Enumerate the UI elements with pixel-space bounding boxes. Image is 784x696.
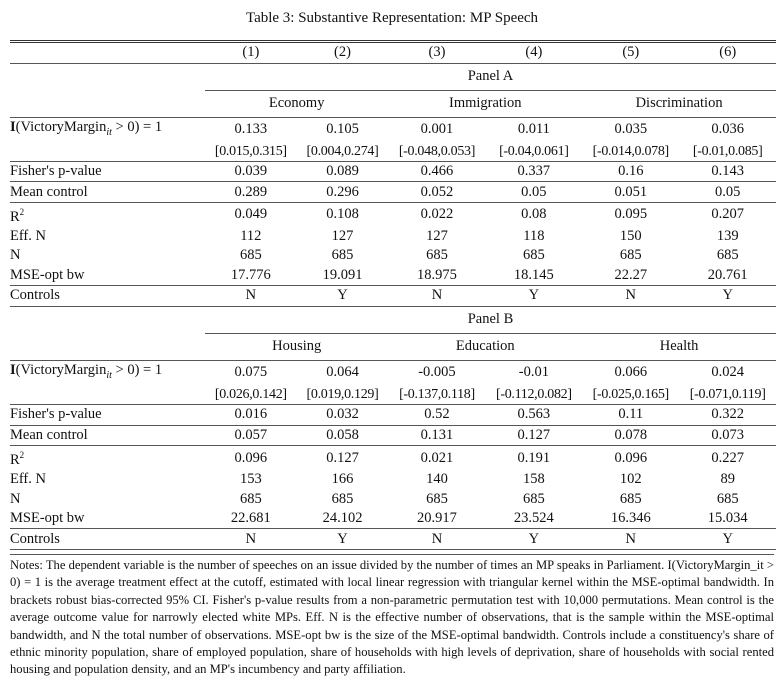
table-row	[10, 161, 776, 182]
row-value: N	[582, 286, 679, 307]
row-label: $R^2$	[10, 206, 25, 225]
column-header: (6)	[679, 42, 776, 64]
row-label: Eff. N	[10, 471, 46, 488]
row-value: 0.207	[711, 206, 744, 223]
row-label: Mean control	[10, 182, 205, 203]
ci-value: [0.015,0.315]	[205, 141, 297, 161]
topic-header: Housing	[205, 333, 388, 360]
row-value: 0.021	[420, 449, 454, 466]
table-row	[10, 360, 776, 384]
row-label: $R^2$	[10, 450, 25, 468]
row-value: 0.16	[582, 161, 679, 182]
ci-value: [0.026,0.142]	[205, 385, 297, 405]
ci-value: [-0.137,0.118]	[388, 385, 485, 405]
coef-label: I(VictoryMargin$_{it}$ > 0) = 1	[10, 361, 163, 381]
row-value: 0.052	[388, 182, 485, 203]
panel-label: Panel A	[205, 63, 776, 90]
topic-header: Discrimination	[582, 90, 776, 117]
row-value: 0.051	[582, 182, 679, 203]
coef-label: I(VictoryMargin$_{it}$ > 0) = 1	[10, 118, 163, 138]
row-label: MSE-opt bw	[10, 509, 205, 529]
row-value: 20.761	[679, 266, 776, 286]
topic-header: Education	[388, 333, 582, 360]
table-row	[10, 405, 776, 426]
empty-cell	[10, 63, 205, 90]
table-row	[10, 489, 776, 509]
row-value: N	[388, 529, 485, 550]
row-value: 16.346	[582, 509, 679, 529]
ci-value: [0.004,0.274]	[297, 141, 389, 161]
table-notes: Notes: The dependent variable is the number of speeches on an issue divided by the number of times an MP speaks in Parliament. I(VictoryMargin_it > 0) = 1 is the average treatment effect at the cutoff, estimated with local linear regression with triangular kernel within the MSE-optimal bandwidth. In brackets robust bias-corrected 95% CI. Fisher's p-value results from a non-parametric permutation test with 10,000 permutations. Mean control is the average outcome value for narrowly elected white MPs. Eff. N is the effective number of observations, that is the sample within the MSE-optimal bandwidth, and N the total number of observations. MSE-opt bw is the size of the MSE-optimal bandwidth. Controls include a constituency's share of ethnic minority population, share of employed population, share of households with high levels of deprivation, share of households with social rented housing and population density, and an MP's incumbency and party affiliation.	[10, 554, 774, 679]
table-row	[10, 470, 776, 490]
row-value: 685	[522, 490, 545, 507]
empty-cell	[10, 385, 205, 405]
row-label: Controls	[10, 286, 205, 307]
row-value: 0.227	[711, 449, 744, 466]
topic-header: Health	[582, 333, 776, 360]
row-value: 0.296	[297, 182, 389, 203]
row-value: 0.022	[420, 206, 454, 223]
column-header: (5)	[582, 42, 679, 64]
table-row	[10, 509, 776, 529]
row-value: 166	[331, 471, 354, 488]
row-value: N	[388, 286, 485, 307]
table-row	[10, 227, 776, 247]
row-value: 685	[716, 247, 739, 264]
table-row	[10, 266, 776, 286]
column-header: (2)	[297, 42, 389, 64]
row-value: 0.143	[679, 161, 776, 182]
row-value: 685	[331, 247, 354, 264]
row-value: 685	[239, 247, 262, 264]
row-value: 139	[716, 227, 739, 244]
row-value: 150	[619, 227, 642, 244]
row-value: 102	[619, 471, 642, 488]
row-value: N	[205, 286, 297, 307]
row-value: 153	[239, 471, 262, 488]
row-value: 0.057	[205, 425, 297, 446]
coef-value: -0.005	[418, 364, 456, 381]
row-value: 0.52	[388, 405, 485, 426]
row-value: 0.337	[486, 161, 583, 182]
table-row	[10, 246, 776, 266]
coef-value: 0.133	[234, 120, 268, 137]
row-value: 0.11	[582, 405, 679, 426]
row-value: 0.096	[234, 449, 268, 466]
empty-cell	[10, 306, 205, 333]
row-value: 0.058	[297, 425, 389, 446]
row-value: 89	[720, 471, 735, 488]
row-value: 0.466	[388, 161, 485, 182]
row-value: Y	[297, 529, 389, 550]
row-value: 158	[522, 471, 545, 488]
row-value: 0.039	[205, 161, 297, 182]
row-value: 0.127	[326, 449, 359, 466]
row-value: 0.078	[582, 425, 679, 446]
ci-value: [0.019,0.129]	[297, 385, 389, 405]
row-value: 0.05	[679, 182, 776, 203]
panel-label: Panel B	[205, 306, 776, 333]
coef-value: 0.105	[326, 120, 359, 137]
row-label: N	[10, 490, 21, 507]
coef-value: -0.01	[518, 364, 549, 381]
ci-value: [-0.048,0.053]	[388, 141, 485, 161]
row-value: 0.191	[517, 449, 551, 466]
results-table	[10, 40, 776, 550]
table-row	[10, 529, 776, 550]
row-value: 0.089	[297, 161, 389, 182]
ci-value: [-0.04,0.061]	[486, 141, 583, 161]
row-value: 127	[426, 227, 448, 244]
table-row	[10, 42, 776, 64]
ci-value: [-0.014,0.078]	[582, 141, 679, 161]
row-value: 0.049	[234, 206, 268, 223]
row-value: 17.776	[205, 266, 297, 286]
table-row	[10, 333, 776, 360]
row-value: 0.563	[486, 405, 583, 426]
table-row	[10, 63, 776, 90]
row-value: N	[582, 529, 679, 550]
row-value: 0.131	[388, 425, 485, 446]
table-row	[10, 385, 776, 405]
row-value: 127	[331, 227, 354, 244]
row-value: 685	[426, 247, 448, 264]
ci-value: [-0.112,0.082]	[486, 385, 583, 405]
coef-value: 0.064	[326, 364, 359, 381]
row-label: Mean control	[10, 425, 205, 446]
table-row	[10, 286, 776, 307]
row-value: 19.091	[297, 266, 389, 286]
row-value: 112	[240, 227, 262, 244]
empty-cell	[10, 333, 205, 360]
row-value: 0.289	[205, 182, 297, 203]
table-row	[10, 425, 776, 446]
row-label: Controls	[10, 529, 205, 550]
table-row	[10, 446, 776, 470]
table-row	[10, 202, 776, 226]
table-title: Table 3: Substantive Representation: MP Speech	[245, 10, 539, 26]
row-value: Y	[297, 286, 389, 307]
coef-value: 0.075	[234, 364, 268, 381]
row-value: 118	[523, 227, 545, 244]
row-label: Eff. N	[10, 227, 46, 244]
row-value: 22.27	[582, 266, 679, 286]
coef-value: 0.001	[420, 120, 454, 137]
row-value: 20.917	[388, 509, 485, 529]
row-value: Y	[486, 286, 583, 307]
row-value: 685	[619, 490, 642, 507]
row-value: 18.975	[388, 266, 485, 286]
row-value: 140	[426, 471, 448, 488]
row-value: 0.032	[297, 405, 389, 426]
ci-value: [-0.071,0.119]	[679, 385, 776, 405]
table-row	[10, 117, 776, 141]
row-value: 24.102	[297, 509, 389, 529]
empty-cell	[10, 42, 205, 64]
row-value: 0.05	[486, 182, 583, 203]
table-row	[10, 182, 776, 203]
row-label: Fisher's p-value	[10, 405, 205, 426]
column-header: (3)	[388, 42, 485, 64]
row-value: 15.034	[679, 509, 776, 529]
table-row	[10, 306, 776, 333]
row-value: 18.145	[486, 266, 583, 286]
row-value: 0.016	[205, 405, 297, 426]
row-value: 22.681	[205, 509, 297, 529]
row-label: MSE-opt bw	[10, 266, 205, 286]
row-value: 685	[331, 490, 354, 507]
topic-header: Immigration	[388, 90, 582, 117]
row-value: Y	[679, 529, 776, 550]
row-value: 685	[239, 490, 262, 507]
row-value: 0.096	[614, 449, 648, 466]
row-value: Y	[679, 286, 776, 307]
empty-cell	[10, 141, 205, 161]
table-row	[10, 90, 776, 117]
topic-header: Economy	[205, 90, 388, 117]
row-value: 23.524	[486, 509, 583, 529]
row-value: 0.108	[326, 206, 359, 223]
row-value: 685	[426, 490, 448, 507]
column-header: (1)	[205, 42, 297, 64]
row-label: Fisher's p-value	[10, 161, 205, 182]
coef-value: 0.066	[614, 364, 648, 381]
row-value: 0.08	[521, 206, 547, 223]
coef-value: 0.024	[711, 364, 744, 381]
row-value: 685	[619, 247, 642, 264]
row-value: N	[205, 529, 297, 550]
row-value: 685	[522, 247, 545, 264]
row-value: 0.073	[679, 425, 776, 446]
row-value: 0.095	[614, 206, 648, 223]
table-row	[10, 141, 776, 161]
coef-value: 0.036	[711, 120, 744, 137]
row-label: N	[10, 247, 21, 264]
column-header: (4)	[486, 42, 583, 64]
coef-value: 0.011	[517, 120, 550, 137]
row-value: 0.322	[679, 405, 776, 426]
ci-value: [-0.025,0.165]	[582, 385, 679, 405]
row-value: 685	[716, 490, 739, 507]
row-value: Y	[486, 529, 583, 550]
coef-value: 0.035	[614, 120, 648, 137]
row-value: 0.127	[486, 425, 583, 446]
empty-cell	[10, 90, 205, 117]
ci-value: [-0.01,0.085]	[679, 141, 776, 161]
